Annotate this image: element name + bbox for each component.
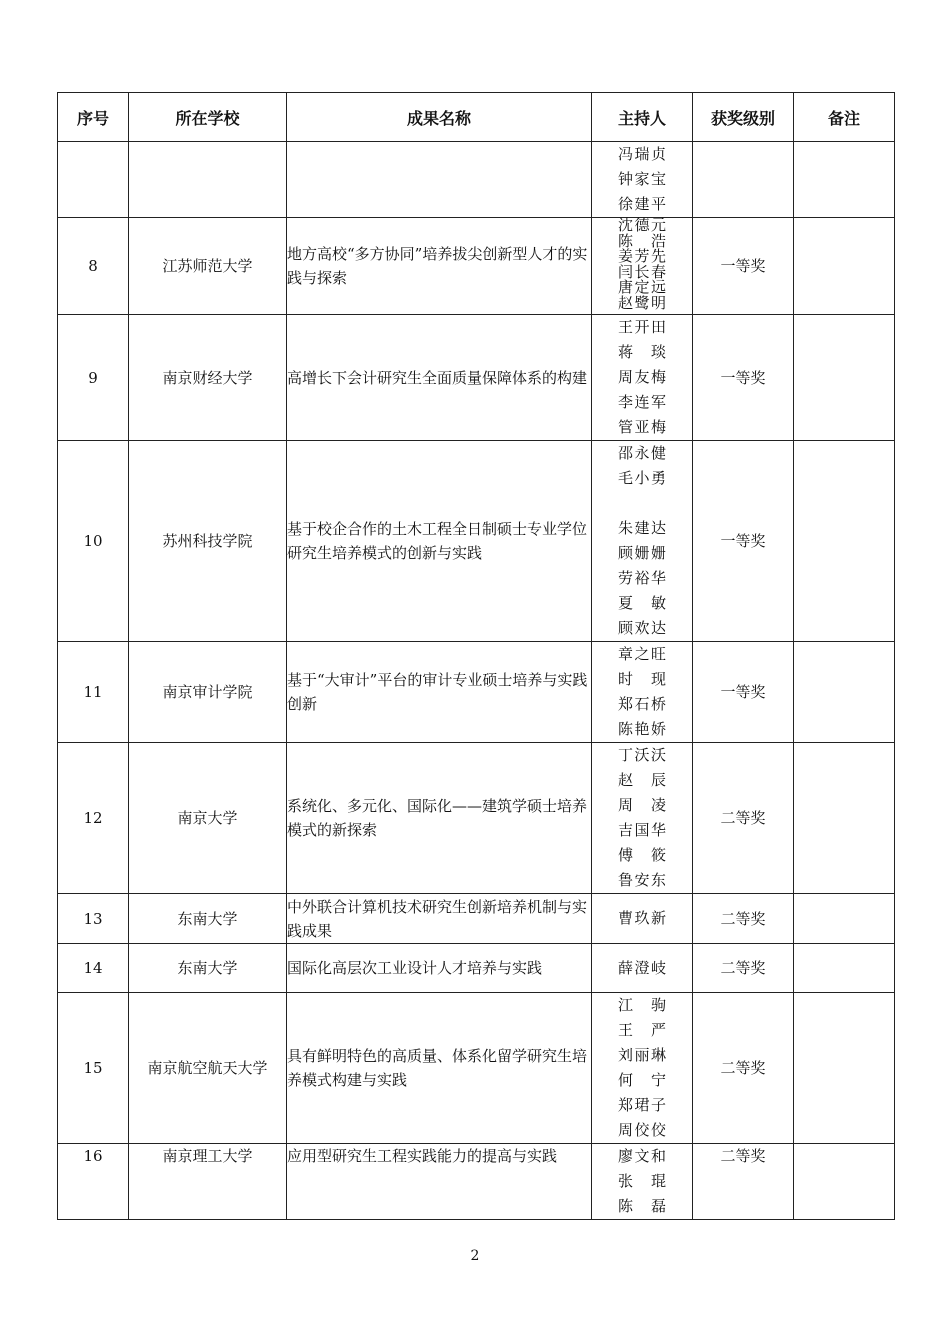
row-title — [287, 142, 592, 218]
table-row — [58, 642, 895, 743]
row-school: 南京理工大学 — [129, 1144, 287, 1220]
row-note — [794, 944, 895, 993]
host-name: 周佼佼 — [618, 1121, 666, 1139]
row-level: 二等奖 — [693, 993, 794, 1144]
header-host: 主持人 — [592, 93, 693, 142]
row-school: 南京航空航天大学 — [129, 993, 287, 1144]
host-name: 曹玖新 — [618, 909, 666, 927]
row-level: 一等奖 — [693, 642, 794, 743]
host-name: 夏 敏 — [618, 594, 666, 612]
table-row — [58, 218, 895, 315]
host-name — [618, 491, 666, 516]
host-name: 章之旺 — [618, 645, 666, 663]
host-name: 薛澄岐 — [618, 958, 666, 977]
host-name: 顾欢达 — [618, 619, 666, 637]
row-level — [693, 142, 794, 218]
row-school: 南京大学 — [129, 743, 287, 894]
row-level: 二等奖 — [693, 743, 794, 894]
host-name: 丁沃沃 — [618, 746, 666, 764]
row-note — [794, 441, 895, 642]
table-row — [58, 743, 895, 894]
host-name: 李连军 — [618, 393, 666, 411]
host-name: 赵 辰 — [618, 771, 666, 789]
host-name: 何 宁 — [618, 1071, 666, 1089]
table-row — [58, 441, 895, 642]
row-school: 苏州科技学院 — [129, 441, 287, 642]
row-note — [794, 743, 895, 894]
host-name: 王开田 — [618, 318, 666, 336]
host-name: 唐定远 — [618, 278, 666, 296]
host-name: 刘丽琳 — [618, 1046, 666, 1064]
host-name: 顾姗姗 — [618, 544, 666, 562]
host-name: 赵鹭明 — [618, 293, 666, 312]
row-school — [129, 142, 287, 218]
host-name: 江 驹 — [618, 996, 666, 1014]
host-name: 朱建达 — [618, 519, 666, 537]
header-note: 备注 — [794, 93, 895, 142]
host-name: 周 凌 — [618, 796, 666, 814]
page-number: 2 — [470, 1248, 480, 1264]
row-hosts — [592, 743, 693, 894]
host-name: 钟家宝 — [618, 170, 666, 188]
row-note — [794, 642, 895, 743]
row-hosts — [592, 993, 693, 1144]
row-no: 9 — [58, 315, 129, 441]
row-level: 二等奖 — [693, 1144, 794, 1220]
host-name: 毛小勇 — [618, 469, 666, 487]
row-no: 13 — [58, 894, 129, 944]
row-title: 基于校企合作的土木工程全日制硕士专业学位研究生培养模式的创新与实践 — [287, 441, 592, 642]
table-row — [58, 944, 895, 993]
host-name: 闫长春 — [618, 262, 666, 281]
row-title: 系统化、多元化、国际化——建筑学硕士培养模式的新探索 — [287, 743, 592, 894]
host-name: 姜芳先 — [618, 247, 666, 265]
row-hosts — [592, 944, 693, 993]
row-school: 江苏师范大学 — [129, 218, 287, 315]
table-row — [58, 1144, 895, 1220]
row-title: 基于“大审计”平台的审计专业硕士培养与实践创新 — [287, 642, 592, 743]
table-row — [58, 142, 895, 218]
row-hosts — [592, 894, 693, 944]
row-school: 东南大学 — [129, 944, 287, 993]
header-level: 获奖级别 — [693, 93, 794, 142]
row-note — [794, 894, 895, 944]
row-no — [58, 142, 129, 218]
row-no: 14 — [58, 944, 129, 993]
row-no: 10 — [58, 441, 129, 642]
row-school: 南京审计学院 — [129, 642, 287, 743]
row-no: 16 — [58, 1144, 129, 1220]
header-no: 序号 — [58, 93, 129, 142]
host-name: 徐建平 — [618, 195, 666, 213]
row-title: 应用型研究生工程实践能力的提高与实践 — [287, 1144, 592, 1220]
row-school: 东南大学 — [129, 894, 287, 944]
row-hosts — [592, 142, 693, 218]
row-hosts — [592, 1144, 693, 1220]
row-title: 中外联合计算机技术研究生创新培养机制与实践成果 — [287, 894, 592, 944]
host-name: 蒋 琰 — [618, 343, 666, 361]
header-title: 成果名称 — [287, 93, 592, 142]
host-name: 郑珺子 — [618, 1096, 666, 1114]
row-level: 二等奖 — [693, 944, 794, 993]
row-level: 一等奖 — [693, 441, 794, 642]
row-title: 国际化高层次工业设计人才培养与实践 — [287, 944, 592, 993]
host-name: 廖文和 — [618, 1147, 666, 1165]
host-name: 周友梅 — [618, 368, 666, 386]
header-school: 所在学校 — [129, 93, 287, 142]
row-note — [794, 993, 895, 1144]
host-name: 陈艳娇 — [618, 720, 666, 738]
row-level: 一等奖 — [693, 218, 794, 315]
table-row — [58, 894, 895, 944]
host-name: 时 现 — [618, 670, 666, 688]
host-name: 鲁安东 — [618, 871, 666, 889]
table-row — [58, 315, 895, 441]
host-name: 邵永健 — [618, 444, 666, 462]
row-hosts — [592, 642, 693, 743]
host-name: 陈 浩 — [618, 231, 666, 250]
table-row — [58, 993, 895, 1144]
host-name: 张 琨 — [618, 1172, 666, 1190]
awards-table — [57, 92, 895, 1220]
row-hosts — [592, 315, 693, 441]
row-level: 二等奖 — [693, 894, 794, 944]
row-title: 地方高校“多方协同”培养拔尖创新型人才的实践与探索 — [287, 218, 592, 315]
row-no: 12 — [58, 743, 129, 894]
host-name: 劳裕华 — [618, 569, 666, 587]
row-school: 南京财经大学 — [129, 315, 287, 441]
row-no: 15 — [58, 993, 129, 1144]
row-hosts — [592, 441, 693, 642]
host-name: 傅 筱 — [618, 846, 666, 864]
row-note — [794, 142, 895, 218]
row-note — [794, 218, 895, 315]
host-name: 郑石桥 — [618, 695, 666, 713]
host-name: 陈 磊 — [618, 1197, 666, 1215]
row-no: 8 — [58, 218, 129, 315]
host-name: 沈德元 — [618, 216, 666, 234]
host-name: 吉国华 — [618, 821, 666, 839]
row-title: 具有鲜明特色的高质量、体系化留学研究生培养模式构建与实践 — [287, 993, 592, 1144]
host-name: 冯瑞贞 — [618, 145, 666, 163]
row-no: 11 — [58, 642, 129, 743]
row-level: 一等奖 — [693, 315, 794, 441]
row-hosts — [592, 218, 693, 315]
row-note — [794, 1144, 895, 1220]
host-name: 王 严 — [618, 1021, 666, 1039]
row-note — [794, 315, 895, 441]
row-title: 高增长下会计研究生全面质量保障体系的构建 — [287, 315, 592, 441]
host-name: 管亚梅 — [618, 418, 666, 436]
header-row — [58, 93, 895, 142]
